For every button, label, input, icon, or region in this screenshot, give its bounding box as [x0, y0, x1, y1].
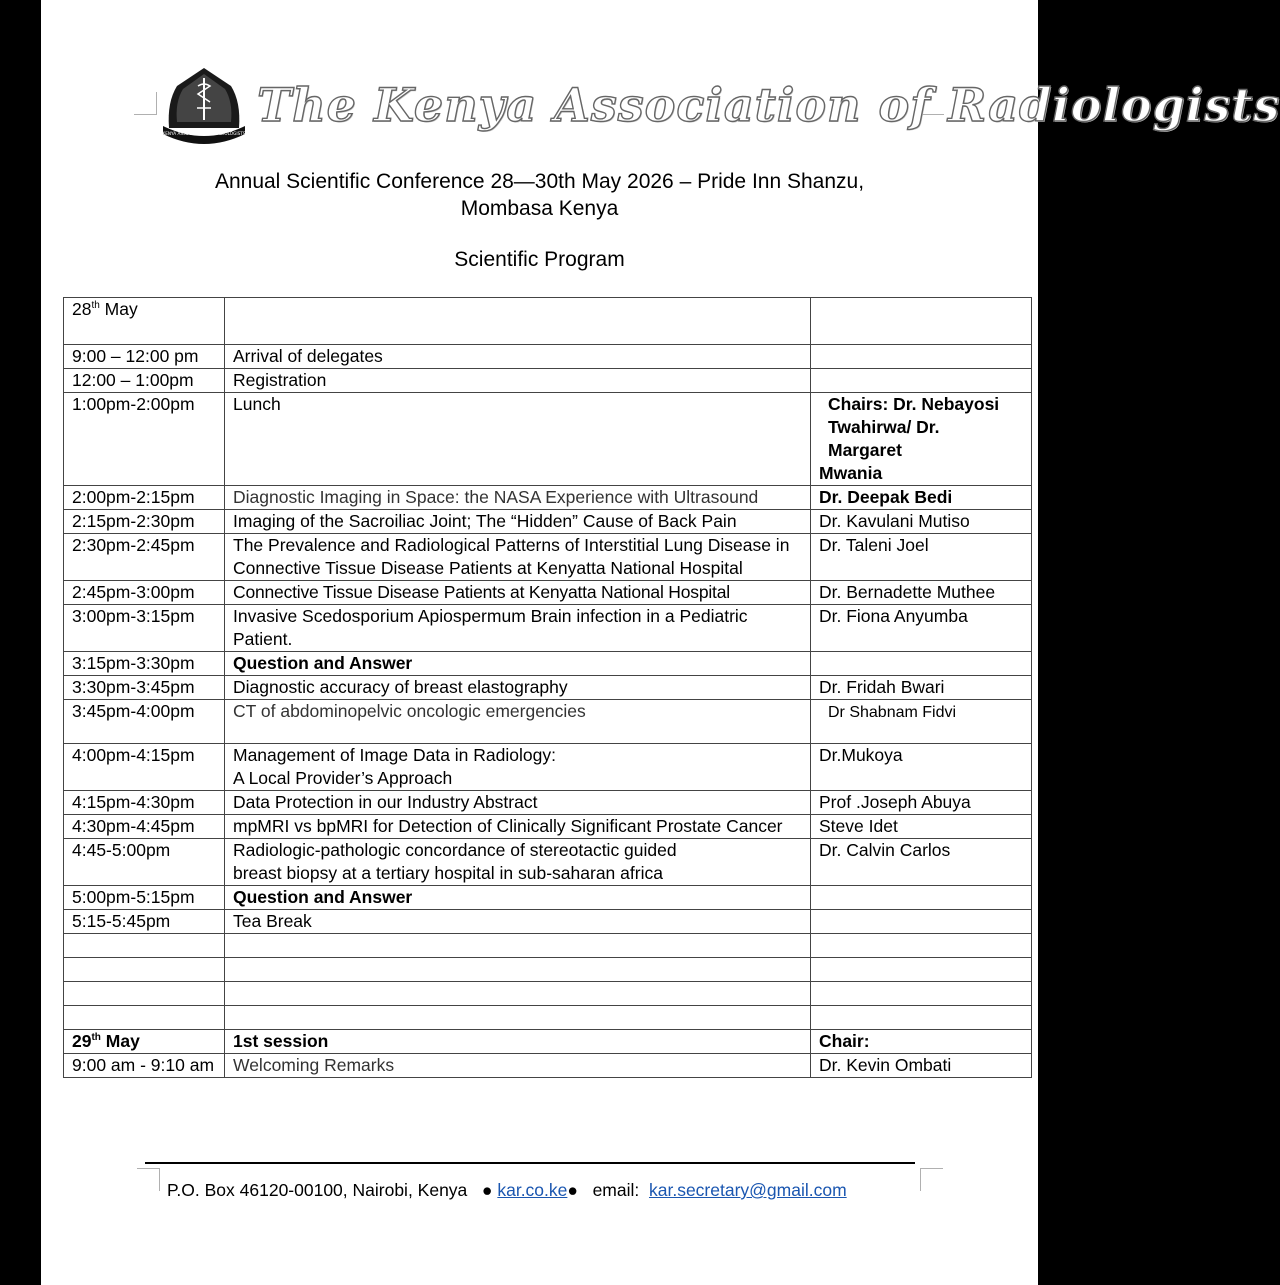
speaker-cell: Dr. Kavulani Mutiso [811, 510, 1032, 534]
table-row [64, 345, 1032, 369]
email-label: email: [592, 1180, 640, 1200]
table-row [64, 534, 1032, 581]
empty-row [64, 1006, 1032, 1030]
table-row [64, 700, 1032, 744]
time-cell: 4:15pm-4:30pm [64, 791, 225, 815]
empty-row [64, 982, 1032, 1006]
title-cell: Question and Answer [225, 886, 811, 910]
title-cell: The Prevalence and Radiological Patterns of Interstitial Lung Disease in Connective Tissue Disease Patients at Kenyatta National Hospital [225, 534, 811, 581]
title-cell: Registration [225, 369, 811, 393]
chairs-cell: Chairs: Dr. Nebayosi Twahirwa/ Dr. Margaret Mwania [811, 393, 1032, 486]
speaker-cell [811, 652, 1032, 676]
table-row [64, 486, 1032, 510]
speaker-cell [811, 910, 1032, 934]
title-cell: Imaging of the Sacroiliac Joint; The “Hidden” Cause of Back Pain [225, 510, 811, 534]
time-cell: 4:00pm-4:15pm [64, 744, 225, 791]
table-row [64, 1054, 1032, 1078]
table-row [64, 886, 1032, 910]
title-cell: Data Protection in our Industry Abstract [225, 791, 811, 815]
table-row [64, 910, 1032, 934]
speaker-cell: Dr. Bernadette Muthee [811, 581, 1032, 605]
bullet-icon: ● [567, 1180, 578, 1200]
title-cell: Lunch [225, 393, 811, 486]
program-title: Scientific Program [454, 248, 625, 271]
speaker-cell [811, 886, 1032, 910]
day-header-row [64, 298, 1032, 345]
table-row [64, 605, 1032, 652]
time-cell: 2:00pm-2:15pm [64, 486, 225, 510]
table-row [64, 510, 1032, 534]
session-label: 1st session [225, 1030, 811, 1054]
time-cell: 1:00pm-2:00pm [64, 393, 225, 486]
speaker-cell: Dr. Fiona Anyumba [811, 605, 1032, 652]
title-cell: CT of abdominopelvic oncologic emergencies [225, 700, 811, 744]
table-row [64, 815, 1032, 839]
table-row [64, 744, 1032, 791]
speaker-cell: Dr.Mukoya [811, 744, 1032, 791]
title-cell: Connective Tissue Disease Patients at Kenyatta National Hospital [225, 581, 811, 605]
day-label: 29th May [64, 1030, 225, 1054]
title-cell: Radiologic-pathologic concordance of stereotactic guided breast biopsy at a tertiary hospital in sub-saharan africa [225, 839, 811, 886]
table-row [64, 652, 1032, 676]
time-cell: 3:15pm-3:30pm [64, 652, 225, 676]
title-cell: Tea Break [225, 910, 811, 934]
title-cell: Management of Image Data in Radiology: A Local Provider’s Approach [225, 744, 811, 791]
title-cell: Diagnostic accuracy of breast elastography [225, 676, 811, 700]
time-cell: 3:30pm-3:45pm [64, 676, 225, 700]
program-table [63, 297, 1032, 1078]
time-cell: 4:45-5:00pm [64, 839, 225, 886]
table-row [64, 581, 1032, 605]
chair-label: Chair: [811, 1030, 1032, 1054]
conference-title-line2: Mombasa Kenya [460, 197, 619, 220]
speaker-cell: Dr. Kevin Ombati [811, 1054, 1032, 1078]
title-cell: Diagnostic Imaging in Space: the NASA Experience with Ultrasound [225, 486, 811, 510]
title-cell: Question and Answer [225, 652, 811, 676]
speaker-cell: Steve Idet [811, 815, 1032, 839]
speaker-cell: Dr. Taleni Joel [811, 534, 1032, 581]
footer-address: P.O. Box 46120-00100, Nairobi, Kenya [167, 1180, 468, 1200]
speaker-cell: Dr Shabnam Fidvi [811, 700, 1032, 744]
time-cell: 5:00pm-5:15pm [64, 886, 225, 910]
title-cell: mpMRI vs bpMRI for Detection of Clinically Significant Prostate Cancer [225, 815, 811, 839]
table-row [64, 839, 1032, 886]
empty-row [64, 958, 1032, 982]
speaker-cell [811, 369, 1032, 393]
speaker-cell: Dr. Deepak Bedi [811, 486, 1032, 510]
speaker-cell [811, 345, 1032, 369]
crop-mark-top-left [134, 92, 157, 115]
conference-title-line1: Annual Scientific Conference 28—30th May 2026 – Pride Inn Shanzu, [214, 170, 865, 193]
table-row [64, 676, 1032, 700]
title-cell: Invasive Scedosporium Apiospermum Brain infection in a Pediatric Patient. [225, 605, 811, 652]
organisation-name: The Kenya Association of Radiologists [257, 78, 1280, 132]
time-cell: 2:45pm-3:00pm [64, 581, 225, 605]
title-cell: Arrival of delegates [225, 345, 811, 369]
speaker-cell: Dr. Fridah Bwari [811, 676, 1032, 700]
footer [167, 1180, 847, 1201]
svg-text:KENYA ASSOCIATION OF RADIOLOGI: KENYA ASSOCIATION OF RADIOLOGISTS [162, 131, 246, 136]
speaker-cell: Prof .Joseph Abuya [811, 791, 1032, 815]
footer-divider [145, 1162, 915, 1164]
time-cell: 2:15pm-2:30pm [64, 510, 225, 534]
time-cell: 3:45pm-4:00pm [64, 700, 225, 744]
time-cell: 5:15-5:45pm [64, 910, 225, 934]
bullet-icon: ● [481, 1180, 493, 1200]
table-row [64, 791, 1032, 815]
time-cell: 12:00 – 1:00pm [64, 369, 225, 393]
time-cell: 4:30pm-4:45pm [64, 815, 225, 839]
empty-row [64, 934, 1032, 958]
crop-mark-bottom-left [137, 1168, 160, 1191]
website-link[interactable]: kar.co.ke [497, 1180, 568, 1200]
crop-mark-bottom-right [920, 1168, 943, 1191]
day-header-row [64, 1030, 1032, 1054]
document-page [41, 0, 1280, 1285]
email-link[interactable]: kar.secretary@gmail.com [648, 1180, 847, 1200]
day-label: 28th May [64, 298, 225, 345]
kar-logo-icon [161, 64, 247, 144]
speaker-cell: Dr. Calvin Carlos [811, 839, 1032, 886]
time-cell: 3:00pm-3:15pm [64, 605, 225, 652]
time-cell: 9:00 – 12:00 pm [64, 345, 225, 369]
time-cell: 9:00 am - 9:10 am [64, 1054, 225, 1078]
conference-title [41, 168, 1038, 222]
table-row [64, 393, 1032, 486]
table-row [64, 369, 1032, 393]
title-cell: Welcoming Remarks [225, 1054, 811, 1078]
time-cell: 2:30pm-2:45pm [64, 534, 225, 581]
